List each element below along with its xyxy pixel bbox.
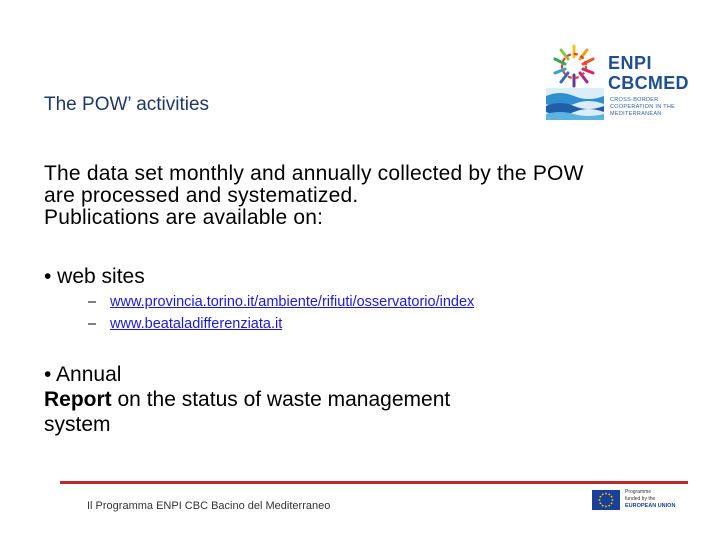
eu-text-bold: EUROPEAN UNION <box>625 503 676 509</box>
intro-line: The data set monthly and annually collected by the POW <box>44 162 584 185</box>
enpi-cbcmed-logo <box>544 40 689 122</box>
bullet-annual-report <box>44 362 664 437</box>
intro-line: are processed and systematized. <box>44 184 359 207</box>
report-suffix: on the status of waste management <box>111 388 451 411</box>
list-item <box>88 313 474 335</box>
eu-funding-text <box>625 489 687 510</box>
sun-waves-logo-icon <box>544 40 606 122</box>
footer-text: Il Programma ENPI CBC Bacino del Mediterraneo <box>87 500 331 512</box>
eu-funding-badge <box>592 488 686 512</box>
footer-divider <box>60 481 688 484</box>
slide-title: The POW’ activities <box>44 94 210 115</box>
dash-marker: – <box>88 294 97 310</box>
eu-text-line: Programme <box>625 489 652 495</box>
eu-text-line: funded by the <box>625 496 656 502</box>
intro-paragraph <box>44 163 684 229</box>
link-list <box>88 291 474 335</box>
bullet-web-sites: • web sites <box>44 265 145 288</box>
report-bold: Report <box>44 388 112 411</box>
report-prefix: • Annual <box>44 363 122 386</box>
intro-line: Publications are available on: <box>44 206 324 229</box>
logo-name-line2: CBCMED <box>608 73 689 93</box>
provincia-torino-link[interactable]: www.provincia.torino.it/ambiente/rifiuti/osservatorio/index <box>110 294 475 310</box>
report-line-2: system <box>44 413 111 436</box>
beataladifferenziata-link[interactable]: www.beataladifferenziata.it <box>110 316 283 332</box>
logo-subtitle: CROSS-BORDER COOPERATION IN THE MEDITERRANEAN <box>610 97 676 117</box>
eu-flag-icon <box>592 490 620 510</box>
logo-name-line1: ENPI <box>608 53 653 73</box>
dash-marker: – <box>88 316 97 332</box>
report-line <box>44 362 664 412</box>
list-item <box>88 291 474 313</box>
